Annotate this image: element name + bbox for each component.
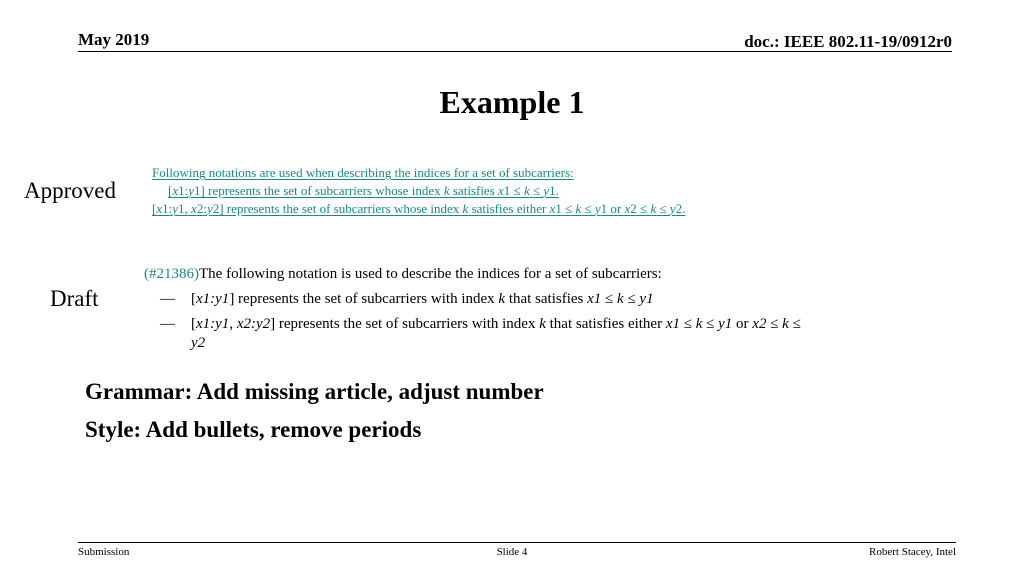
slide-title: Example 1: [439, 84, 585, 120]
header-doc-id: doc.: IEEE 802.11-19/0912r0: [744, 32, 952, 51]
footer-divider: [78, 542, 956, 543]
footer-author: Robert Stacey, Intel: [869, 546, 956, 558]
draft-item-2-wrap: y2: [191, 335, 206, 351]
draft-label: Draft: [50, 286, 99, 311]
draft-item-2: [x1:y1, x2:y2] represents the set of subcarriers with index k that satisfies either x1 ≤ k ≤ y1 or x2 ≤ k ≤: [191, 316, 801, 332]
approved-label: Approved: [24, 178, 116, 203]
comment-reference: (#21386): [144, 266, 199, 282]
bullet-dash: —: [160, 316, 175, 332]
header-date: May 2019: [78, 30, 150, 49]
header-divider: [78, 51, 952, 52]
approved-line-1: Following notations are used when describing the indices for a set of subcarriers:: [152, 165, 574, 180]
footer-submission: Submission: [78, 546, 130, 558]
draft-item-1: [x1:y1] represents the set of subcarriers with index k that satisfies x1 ≤ k ≤ y1: [191, 291, 654, 307]
approved-line-2: [x1:y1] represents the set of subcarriers whose index k satisfies x1 ≤ k ≤ y1.: [168, 183, 559, 198]
draft-intro: (#21386)The following notation is used to describe the indices for a set of subcarriers:: [144, 266, 662, 282]
style-note: Style: Add bullets, remove periods: [85, 417, 422, 442]
approved-line-3: [x1:y1, x2:y2] represents the set of subcarriers whose index k satisfies either x1 ≤ k ≤ y1 or x2 ≤ k ≤ y2.: [152, 201, 686, 216]
footer-slide-number: Slide 4: [496, 546, 528, 558]
bullet-dash: —: [160, 291, 175, 307]
grammar-note: Grammar: Add missing article, adjust number: [85, 379, 544, 404]
